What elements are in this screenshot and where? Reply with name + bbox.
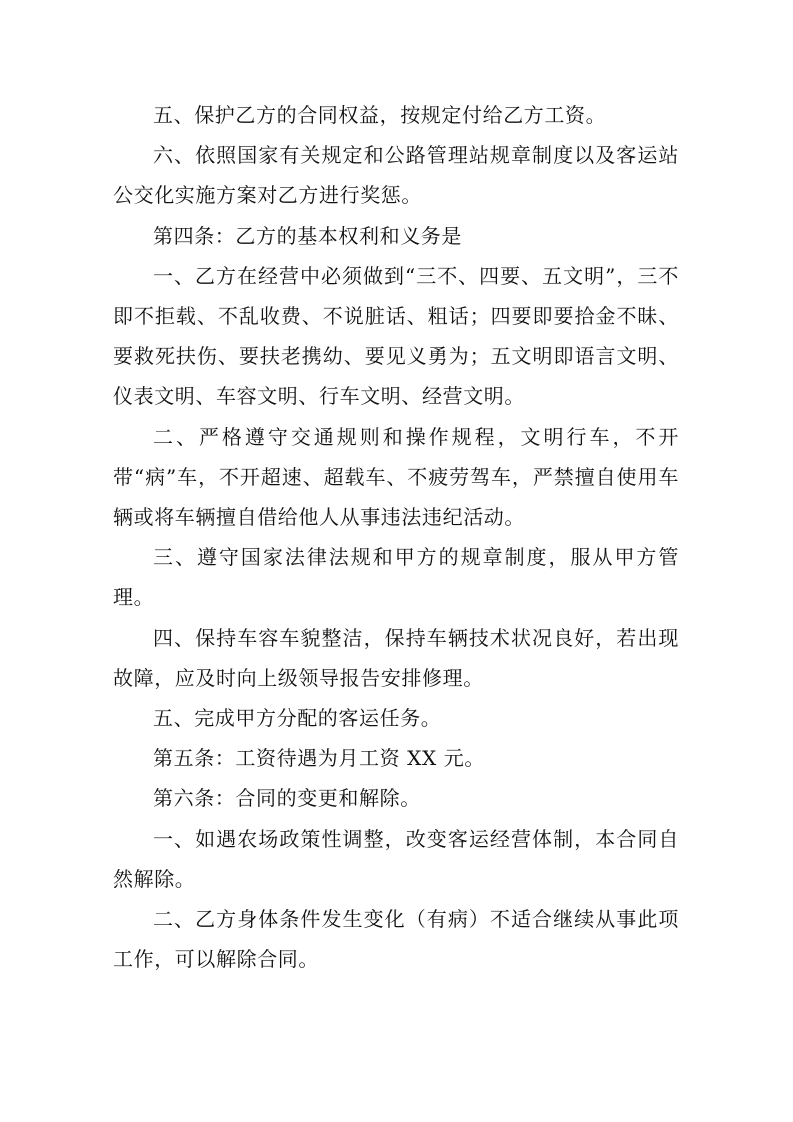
paragraph-party-a-duty-5: 五、保护乙方的合同权益，按规定付给乙方工资。: [153, 103, 607, 127]
paragraph-article-4-heading: 第四条：乙方的基本权利和义务是: [153, 223, 462, 248]
document-body: [113, 95, 679, 979]
paragraph-article-4-item-4: 四、保持车容车貌整洁，保持车辆技术状况良好，若出现故障，应及时向上级领导报告安排修理。: [113, 625, 679, 690]
paragraph-article-5: 第五条：工资待遇为月工资 XX 元。: [153, 746, 485, 771]
paragraph-article-6-item-1: 一、如遇农场政策性调整，改变客运经营体制，本合同自然解除。: [113, 826, 679, 891]
paragraph-party-a-duty-6: 六、依照国家有关规定和公路管理站规章制度以及客运站公交化实施方案对乙方进行奖惩。: [113, 143, 679, 208]
paragraph-article-4-item-5: 五、完成甲方分配的客运任务。: [153, 706, 442, 731]
paragraph-article-4-item-3: 三、遵守国家法律法规和甲方的规章制度，服从甲方管理。: [113, 545, 679, 610]
paragraph-article-4-item-2: 二、严格遵守交通规则和操作规程，文明行车，不开带“病”车，不开超速、超载车、不疲劳驾车，严禁擅自使用车辆或将车辆擅自借给他人从事违法违纪活动。: [113, 424, 679, 530]
paragraph-article-6-item-2: 二、乙方身体条件发生变化（有病）不适合继续从事此项工作，可以解除合同。: [113, 907, 679, 972]
paragraph-article-6-heading: 第六条：合同的变更和解除。: [153, 786, 421, 811]
paragraph-article-4-item-1: 一、乙方在经营中必须做到“三不、四要、五文明”，三不即不拒载、不乱收费、不说脏话、粗话；四要即要拾金不昧、要救死扶伤、要扶老携幼、要见义勇为；五文明即语言文明、仪表文明、车容文明、行车文明、经营文明。: [113, 263, 679, 409]
